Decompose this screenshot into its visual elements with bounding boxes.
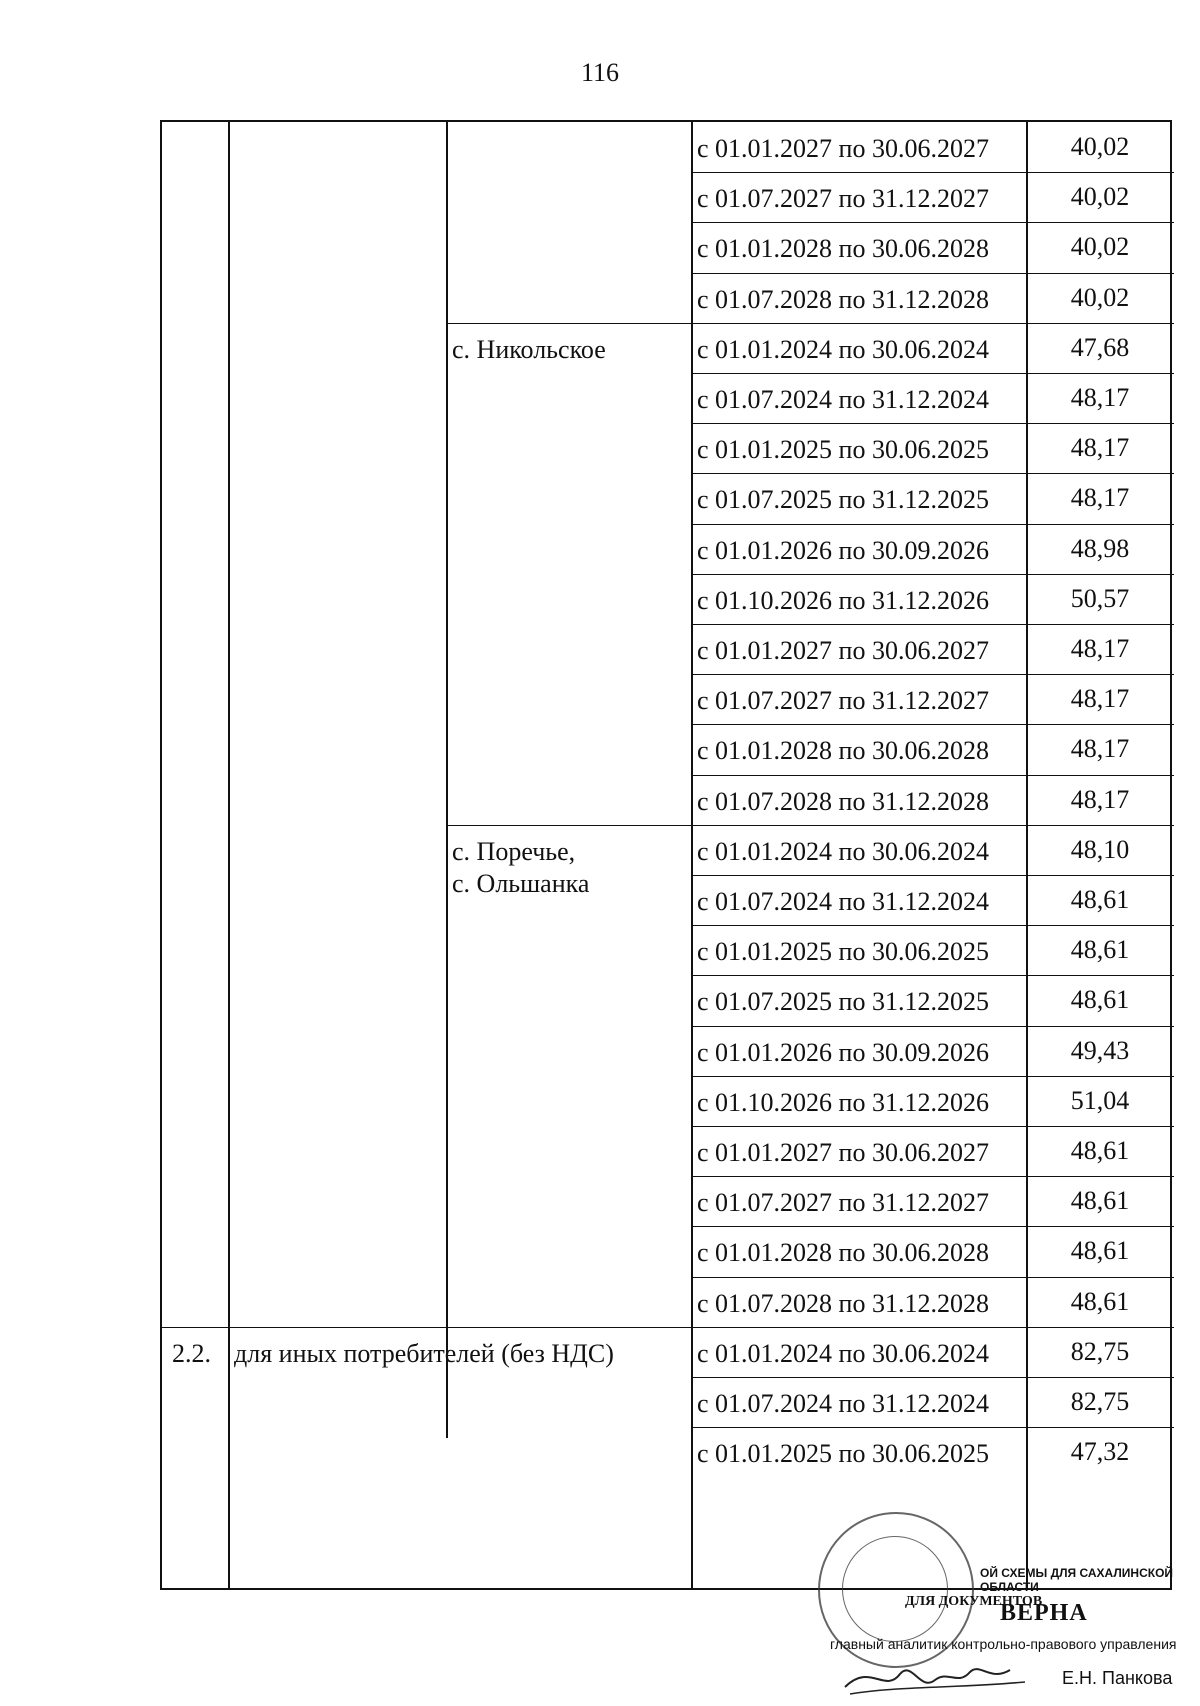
cert-for-documents: ДЛЯ ДОКУМЕНТОВ <box>905 1594 1043 1609</box>
row-divider <box>691 222 1174 223</box>
period-cell: с 01.07.2028 по 31.12.2028 <box>697 284 989 314</box>
row-divider <box>691 674 1174 675</box>
period-cell: с 01.07.2024 по 31.12.2024 <box>697 887 989 916</box>
row-divider <box>691 172 1174 173</box>
row-divider <box>691 273 1174 274</box>
period-cell: с 01.07.2024 по 31.12.2024 <box>697 385 989 414</box>
period-cell: с 01.07.2027 по 31.12.2027 <box>697 1188 989 1218</box>
tariff-value-cell: 40,02 <box>1070 182 1130 212</box>
row-divider <box>691 1427 1174 1428</box>
row-divider <box>691 624 1174 625</box>
tariff-value-cell: 48,61 <box>1070 1136 1130 1165</box>
col-divider <box>228 122 230 1588</box>
tariff-value-cell: 48,17 <box>1070 433 1130 463</box>
period-cell: с 01.01.2025 по 30.06.2025 <box>697 1439 989 1469</box>
period-cell: с 01.07.2027 по 31.12.2027 <box>697 184 989 214</box>
row-divider <box>691 975 1174 976</box>
tariff-value-cell: 48,10 <box>1070 834 1130 864</box>
period-cell: с 01.01.2028 по 30.06.2028 <box>697 736 989 766</box>
period-cell: с 01.01.2024 по 30.06.2024 <box>697 836 989 866</box>
col-divider <box>446 122 448 1438</box>
tariff-value-cell: 49,43 <box>1070 1035 1130 1065</box>
period-cell: с 01.07.2024 по 31.12.2024 <box>697 1389 989 1418</box>
row-divider <box>691 875 1174 876</box>
tariff-value-cell: 50,57 <box>1070 583 1130 613</box>
row-divider <box>691 1176 1174 1177</box>
tariff-table <box>160 120 1172 1590</box>
tariff-value-cell: 48,61 <box>1070 985 1130 1015</box>
tariff-value-cell: 48,17 <box>1070 684 1130 714</box>
group-divider <box>446 825 1174 826</box>
group-divider <box>446 323 1174 324</box>
tariff-value-cell: 40,02 <box>1070 132 1130 161</box>
period-cell: с 01.01.2028 по 30.06.2028 <box>697 234 989 264</box>
row-divider <box>691 724 1174 725</box>
tariff-value-cell: 40,02 <box>1070 232 1130 262</box>
cert-mark: ВЕРНА <box>1000 1600 1088 1626</box>
cert-role: главный аналитик контрольно-правового управления <box>830 1636 1177 1652</box>
period-cell: с 01.01.2025 по 30.06.2025 <box>697 435 989 465</box>
tariff-value-cell: 48,61 <box>1070 1236 1130 1266</box>
period-cell: с 01.10.2026 по 31.12.2026 <box>697 1087 989 1117</box>
settlement-label-line2: с. Ольшанка <box>452 868 590 898</box>
settlement-label: с. Поречье, <box>452 836 576 866</box>
row-divider <box>691 423 1174 424</box>
row-divider <box>691 1076 1174 1077</box>
period-cell: с 01.07.2025 по 31.12.2025 <box>697 987 989 1017</box>
tariff-value-cell: 47,32 <box>1070 1437 1130 1467</box>
period-cell: с 01.01.2026 по 30.09.2026 <box>697 535 989 565</box>
page-number: 116 <box>580 58 620 87</box>
period-cell: с 01.01.2027 по 30.06.2027 <box>697 134 989 163</box>
tariff-value-cell: 51,04 <box>1070 1085 1130 1115</box>
tariff-value-cell: 48,61 <box>1070 935 1130 965</box>
tariff-value-cell: 48,61 <box>1070 1286 1130 1316</box>
cert-org-fragment: ОЙ СХЕМЫ ДЛЯ САХАЛИНСКОЙ ОБЛАСТИ <box>980 1566 1174 1594</box>
period-cell: с 01.01.2024 по 30.06.2024 <box>697 1338 989 1368</box>
row-divider <box>691 925 1174 926</box>
row-divider <box>691 1226 1174 1227</box>
period-cell: с 01.07.2028 по 31.12.2028 <box>697 786 989 816</box>
row-divider <box>691 1377 1174 1378</box>
period-cell: с 01.01.2027 по 30.06.2027 <box>697 636 989 665</box>
row-divider <box>691 1126 1174 1127</box>
row-divider <box>691 1026 1174 1027</box>
tariff-value-cell: 82,75 <box>1070 1336 1130 1366</box>
section-label: для иных потребителей (без НДС) <box>234 1338 614 1368</box>
period-cell: с 01.01.2025 по 30.06.2025 <box>697 937 989 967</box>
row-divider <box>691 1277 1174 1278</box>
tariff-value-cell: 48,17 <box>1070 483 1130 513</box>
period-cell: с 01.01.2026 по 30.09.2026 <box>697 1037 989 1067</box>
period-cell: с 01.07.2025 по 31.12.2025 <box>697 485 989 515</box>
period-cell: с 01.07.2028 по 31.12.2028 <box>697 1288 989 1318</box>
signature <box>840 1652 1040 1702</box>
tariff-value-cell: 82,75 <box>1070 1387 1130 1416</box>
tariff-value-cell: 48,17 <box>1070 634 1130 663</box>
period-cell: с 01.01.2027 по 30.06.2027 <box>697 1138 989 1167</box>
col-divider <box>691 122 693 1588</box>
row-divider <box>691 775 1174 776</box>
row-divider <box>691 574 1174 575</box>
tariff-value-cell: 48,61 <box>1070 885 1130 914</box>
period-cell: с 01.01.2028 по 30.06.2028 <box>697 1238 989 1268</box>
period-cell: с 01.10.2026 по 31.12.2026 <box>697 585 989 615</box>
row-divider <box>691 473 1174 474</box>
tariff-value-cell: 47,68 <box>1070 332 1130 362</box>
row-divider <box>691 373 1174 374</box>
tariff-value-cell: 48,17 <box>1070 734 1130 764</box>
row-divider <box>691 524 1174 525</box>
period-cell: с 01.07.2027 по 31.12.2027 <box>697 686 989 716</box>
tariff-value-cell: 48,17 <box>1070 784 1130 814</box>
tariff-value-cell: 40,02 <box>1070 282 1130 312</box>
settlement-label: с. Никольское <box>452 334 606 364</box>
cert-name: Е.Н. Панкова <box>1062 1668 1173 1688</box>
tariff-value-cell: 48,17 <box>1070 383 1130 412</box>
tariff-value-cell: 48,61 <box>1070 1186 1130 1216</box>
tariff-value-cell: 48,98 <box>1070 533 1130 563</box>
section-number: 2.2. <box>172 1338 211 1368</box>
period-cell: с 01.01.2024 по 30.06.2024 <box>697 334 989 364</box>
section-divider <box>162 1327 1174 1328</box>
